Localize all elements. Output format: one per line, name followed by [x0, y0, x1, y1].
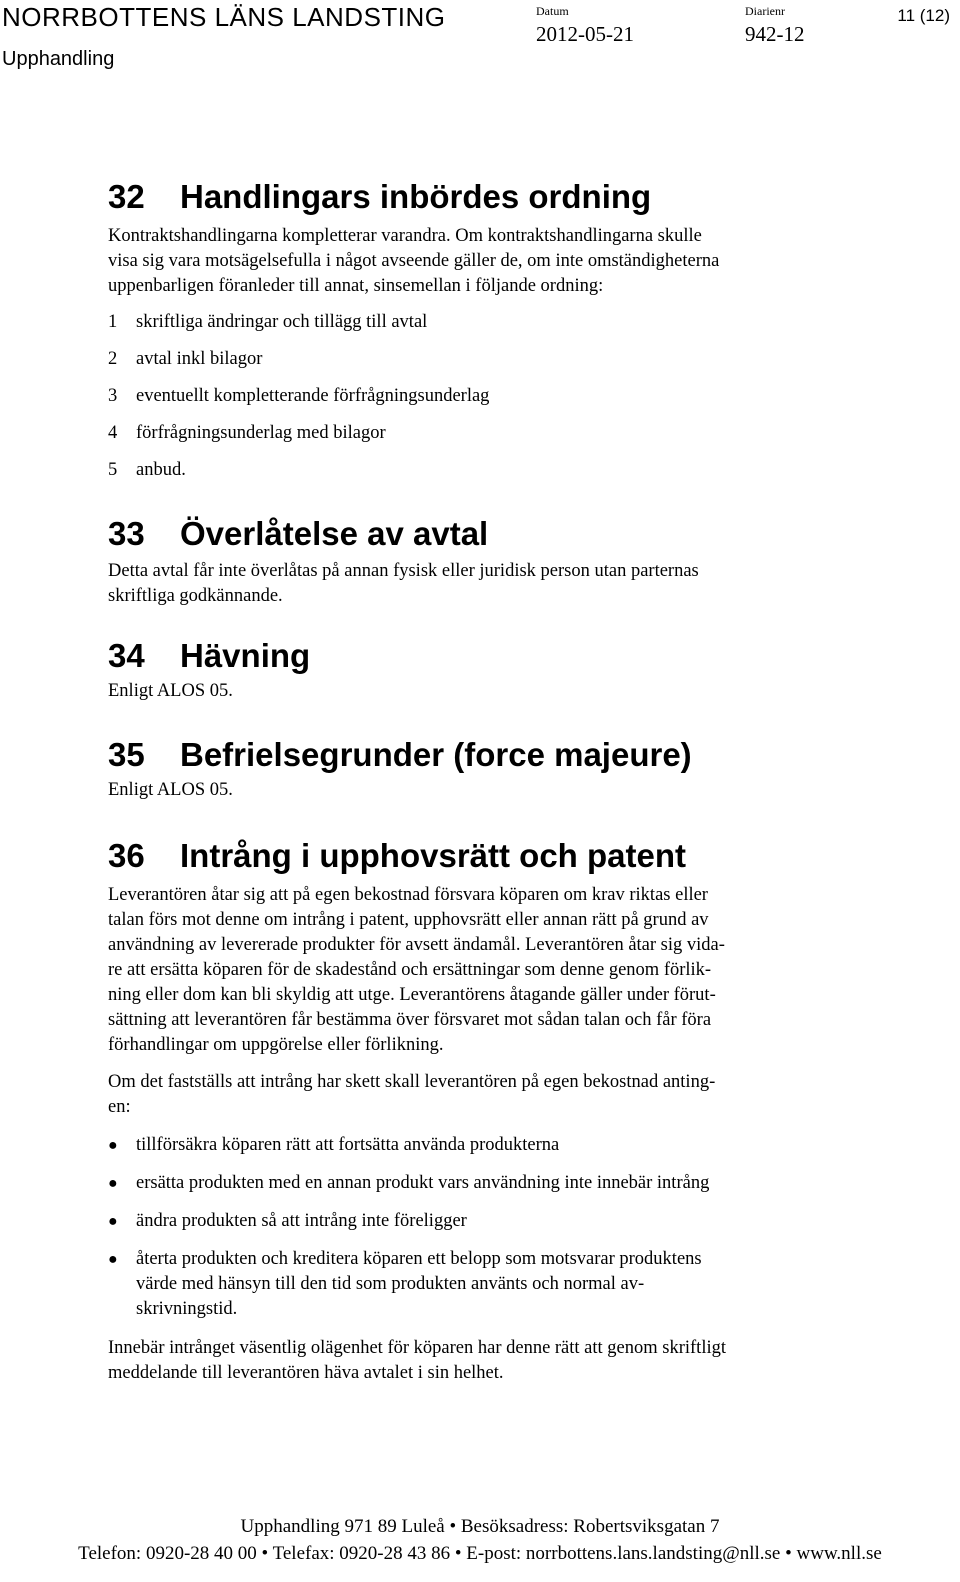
text-line: Kontraktshandlingarna kompletterar varandra. Om kontraktshandlingarna skulle — [108, 226, 702, 246]
item-text: eventuellt kompletterande förfrågningsunderlag — [136, 386, 490, 406]
text-line: användning av levererade produkter för avsett ändamål. Leverantören åtar sig vida- — [108, 935, 725, 955]
item-text: avtal inkl bilagor — [136, 349, 263, 369]
item-number: 2 — [108, 349, 118, 369]
paragraph — [108, 883, 848, 1058]
list-item — [108, 1209, 848, 1234]
section-title: Handlingars inbördes ordning — [180, 178, 652, 215]
section-number: 36 — [108, 837, 145, 874]
text-line: visa sig vara motsägelsefulla i något avseende gäller de, om inte omständigheterna — [108, 251, 720, 271]
priority-list — [108, 310, 848, 483]
section-34 — [108, 635, 848, 704]
list-item — [108, 1133, 848, 1158]
page-number: 11 (12) — [897, 6, 950, 25]
text-line: Om det fastställs att intrång har skett skall leverantören på egen bekostnad anting- — [108, 1072, 716, 1092]
item-text: ändra produkten så att intrång inte föreligger — [136, 1211, 467, 1231]
text-line: skrivningstid. — [136, 1299, 238, 1319]
list-item — [108, 458, 848, 483]
department-name: Upphandling — [2, 48, 115, 70]
bullet-icon: ● — [108, 1251, 118, 1268]
section-number: 35 — [108, 736, 145, 773]
text-line: Detta avtal får inte överlåtas på annan fysisk eller juridisk person utan parternas — [108, 561, 699, 581]
text-line: värde med hänsyn till den tid som produkten använts och normal av- — [136, 1274, 645, 1294]
text-line: meddelande till leverantören häva avtalet i sin helhet. — [108, 1363, 504, 1383]
text-line: ning eller dom kan bli skyldig att utge. Leverantörens åtagande gäller under förut- — [108, 985, 716, 1005]
list-item — [108, 310, 848, 335]
text-line: förhandlingar om uppgörelse eller förlikning. — [108, 1035, 444, 1055]
section-number: 32 — [108, 178, 145, 215]
bullet-icon: ● — [108, 1175, 118, 1192]
section-heading — [108, 734, 848, 776]
section-title: Hävning — [180, 637, 311, 674]
section-number: 33 — [108, 515, 145, 552]
section-number: 34 — [108, 637, 145, 674]
item-text: förfrågningsunderlag med bilagor — [136, 423, 386, 443]
item-text: ersätta produkten med en annan produkt vars användning inte innebär intrång — [136, 1173, 710, 1193]
section-title: Befrielsegrunder (force majeure) — [180, 736, 692, 773]
section-text: Enligt ALOS 05. — [108, 681, 233, 701]
section-heading — [108, 835, 848, 877]
text-line: Innebär intrånget väsentlig olägenhet för köparen har denne rätt att genom skriftligt — [108, 1338, 726, 1358]
text-line: skriftliga godkännande. — [108, 586, 283, 606]
section-heading — [108, 513, 848, 555]
date-label: Datum — [536, 4, 569, 18]
section-32 — [108, 176, 848, 483]
bullet-icon: ● — [108, 1137, 118, 1154]
item-number: 5 — [108, 460, 118, 480]
list-item — [108, 384, 848, 409]
section-intro — [108, 224, 848, 299]
text-line: re att ersätta köparen för de skadestånd och ersättningar som denne genom förlik- — [108, 960, 712, 980]
section-33 — [108, 513, 848, 609]
text-line: uppenbarligen föranleder till annat, sinsemellan i följande ordning: — [108, 276, 604, 296]
item-text: skriftliga ändringar och tillägg till avtal — [136, 312, 428, 332]
document-body — [108, 176, 848, 1386]
paragraph — [108, 1336, 848, 1386]
text-line: talan förs mot denne om intrång i patent, upphovsrätt eller annan rätt på grund av — [108, 910, 709, 930]
text-line: återta produkten och kreditera köparen ett belopp som motsvarar produktens — [136, 1249, 702, 1269]
diarienr-label: Diarienr — [745, 4, 785, 18]
bullet-icon: ● — [108, 1213, 118, 1230]
item-text — [136, 1247, 702, 1322]
item-number: 1 — [108, 312, 118, 332]
date-value: 2012-05-21 — [536, 22, 634, 46]
section-title: Intrång i upphovsrätt och patent — [180, 837, 687, 874]
list-item — [108, 1171, 848, 1196]
section-text — [108, 559, 848, 609]
item-number: 4 — [108, 423, 118, 443]
organization-name: NORRBOTTENS LÄNS LANDSTING — [2, 2, 446, 32]
item-text: tillförsäkra köparen rätt att fortsätta använda produkterna — [136, 1135, 560, 1155]
section-35 — [108, 734, 848, 803]
item-text: anbud. — [136, 460, 186, 480]
list-item — [108, 421, 848, 446]
footer-address: Upphandling 971 89 Luleå • Besöksadress: Robertsviksgatan 7 — [240, 1516, 720, 1537]
section-title: Överlåtelse av avtal — [180, 515, 489, 552]
section-heading — [108, 176, 848, 218]
section-text: Enligt ALOS 05. — [108, 780, 233, 800]
list-item — [108, 1247, 848, 1322]
text-line: en: — [108, 1097, 131, 1117]
text-line: Leverantören åtar sig att på egen bekostnad försvara köparen om krav riktas eller — [108, 885, 708, 905]
section-heading — [108, 635, 848, 677]
item-number: 3 — [108, 386, 118, 406]
footer-contact: Telefon: 0920-28 40 00 • Telefax: 0920-28 43 86 • E-post: norrbottens.lans.landsting@nll.se • www.nll.se — [78, 1543, 882, 1564]
text-line: sättning att leverantören får bestämma över försvaret mot sådan talan och får föra — [108, 1010, 712, 1030]
paragraph — [108, 1070, 848, 1120]
list-item — [108, 347, 848, 372]
diarienr-value: 942-12 — [745, 22, 805, 46]
section-36 — [108, 835, 848, 1386]
bullet-list — [108, 1133, 848, 1322]
